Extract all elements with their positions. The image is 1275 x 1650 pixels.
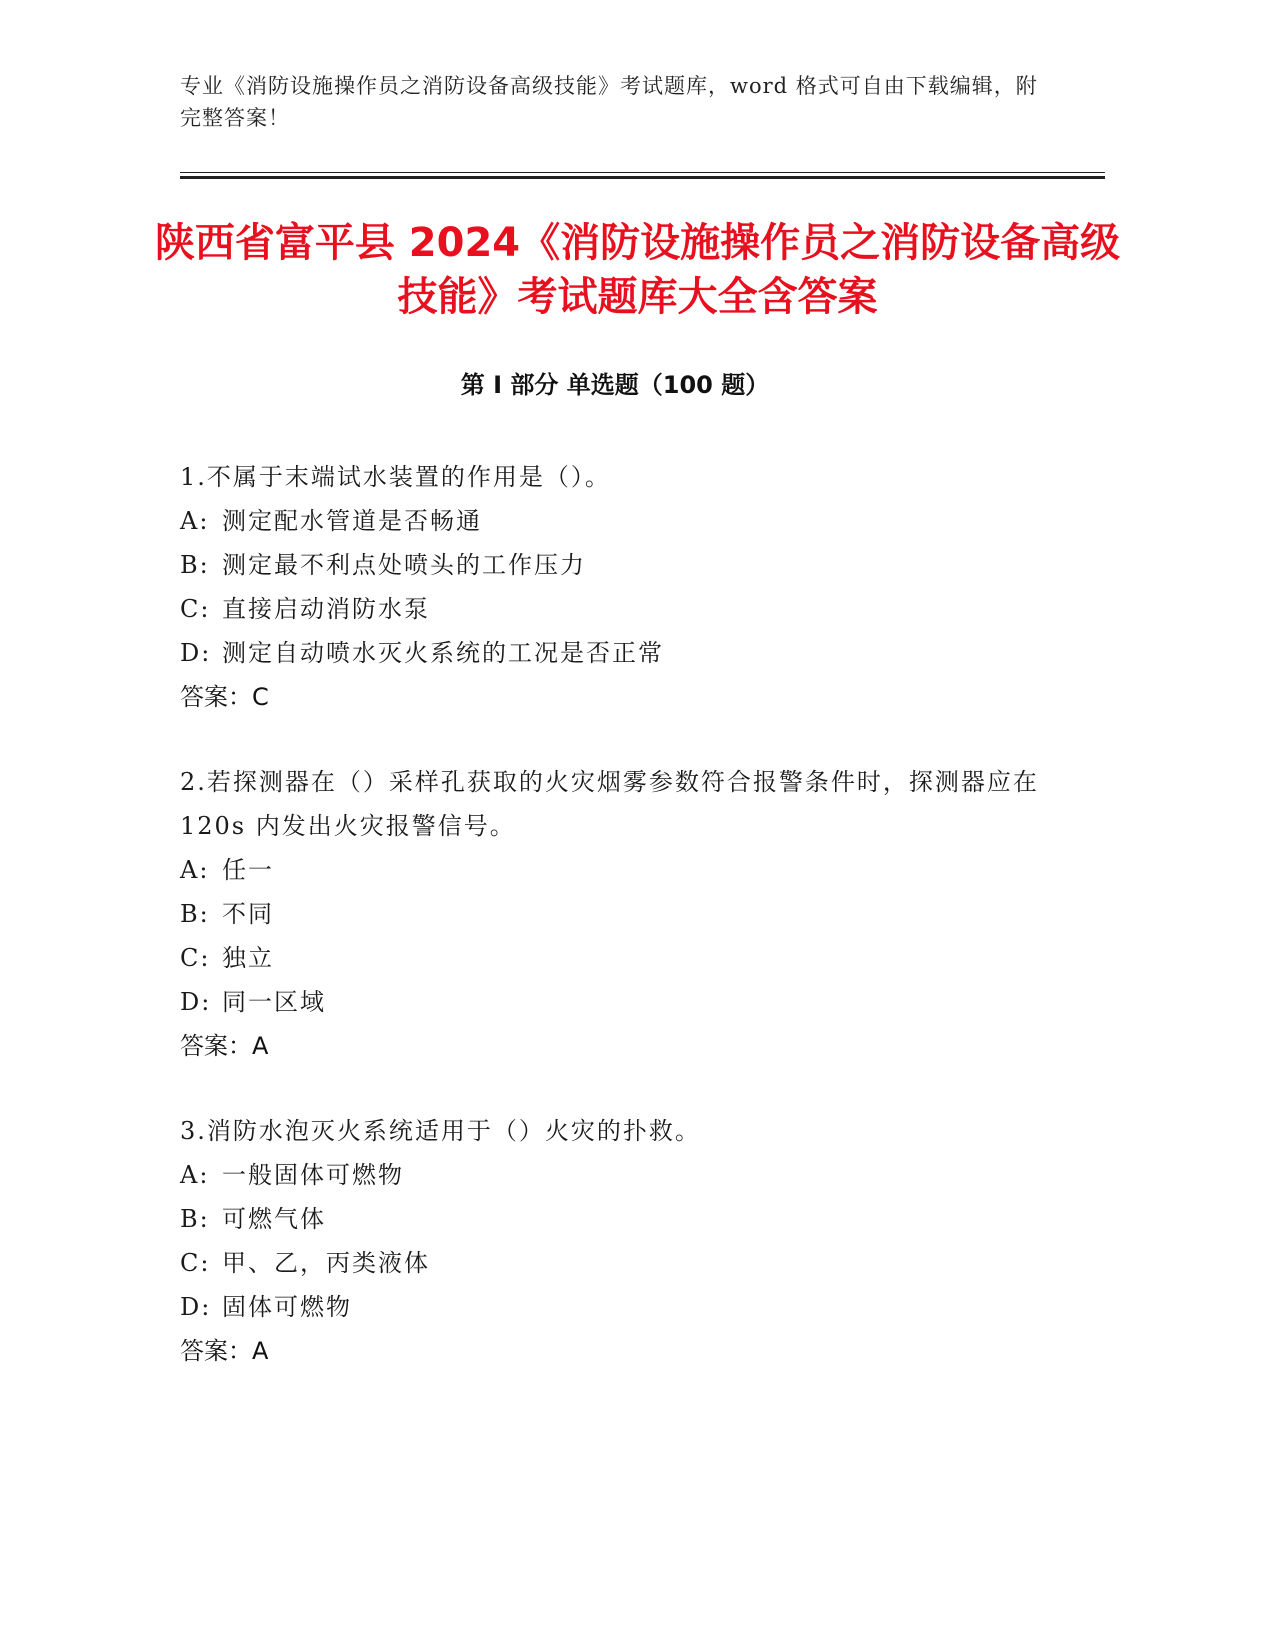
question-1: [180, 455, 1050, 719]
option-d: [180, 980, 1050, 1024]
option-c: [180, 1241, 1050, 1285]
question-stem: 2.若探测器在（）采样孔获取的火灾烟雾参数符合报警条件时，探测器应在 120s 内发出火灾报警信号。: [180, 768, 1039, 840]
option-text: 直接启动消防水泵: [222, 595, 430, 623]
question-stem: 3.消防水泡灭火系统适用于（）火灾的扑救。: [180, 1117, 701, 1145]
header-divider-thin: [180, 172, 1105, 173]
option-key: B:: [180, 1205, 210, 1233]
option-key: D:: [180, 988, 212, 1016]
option-text: 同一区域: [222, 988, 326, 1016]
option-d: [180, 1285, 1050, 1329]
option-key: A:: [180, 507, 210, 535]
answer-line: 答案：C: [180, 683, 269, 711]
option-c: [180, 936, 1050, 980]
option-a: [180, 499, 1050, 543]
option-key: B:: [180, 900, 210, 928]
option-key: C:: [180, 595, 211, 623]
option-b: [180, 543, 1050, 587]
option-text: 一般固体可燃物: [222, 1161, 404, 1189]
option-text: 固体可燃物: [222, 1293, 352, 1321]
option-key: D:: [180, 1293, 212, 1321]
option-text: 测定最不利点处喷头的工作压力: [222, 551, 586, 579]
option-text: 可燃气体: [222, 1205, 326, 1233]
option-text: 测定自动喷水灭火系统的工况是否正常: [222, 639, 664, 667]
option-text: 甲、乙，丙类液体: [222, 1249, 430, 1277]
option-d: [180, 631, 1050, 675]
option-key: B:: [180, 551, 210, 579]
answer-line: 答案：A: [180, 1032, 269, 1060]
option-a: [180, 848, 1050, 892]
document-title: 陕西省富平县 2024《消防设施操作员之消防设备高级技能》考试题库大全含答案: [154, 220, 1121, 320]
option-key: D:: [180, 639, 212, 667]
question-2: [180, 760, 1050, 1068]
option-text: 独立: [222, 944, 274, 972]
option-text: 测定配水管道是否畅通: [222, 507, 482, 535]
option-key: A:: [180, 1161, 210, 1189]
section-heading: 第 I 部分 单选题（100 题）: [460, 371, 770, 399]
option-key: C:: [180, 944, 211, 972]
option-a: [180, 1153, 1050, 1197]
option-text: 任一: [222, 856, 274, 884]
header-note: 专业《消防设施操作员之消防设备高级技能》考试题库，word 格式可自由下载编辑，附完整答案！: [180, 74, 1038, 130]
option-key: C:: [180, 1249, 211, 1277]
option-key: A:: [180, 856, 210, 884]
option-b: [180, 892, 1050, 936]
header-divider-thick: [180, 176, 1105, 179]
question-list: [180, 455, 1050, 1414]
option-text: 不同: [222, 900, 274, 928]
answer-line: 答案：A: [180, 1337, 269, 1365]
question-stem: 1.不属于末端试水装置的作用是（）。: [180, 463, 611, 491]
option-c: [180, 587, 1050, 631]
option-b: [180, 1197, 1050, 1241]
question-3: [180, 1109, 1050, 1373]
